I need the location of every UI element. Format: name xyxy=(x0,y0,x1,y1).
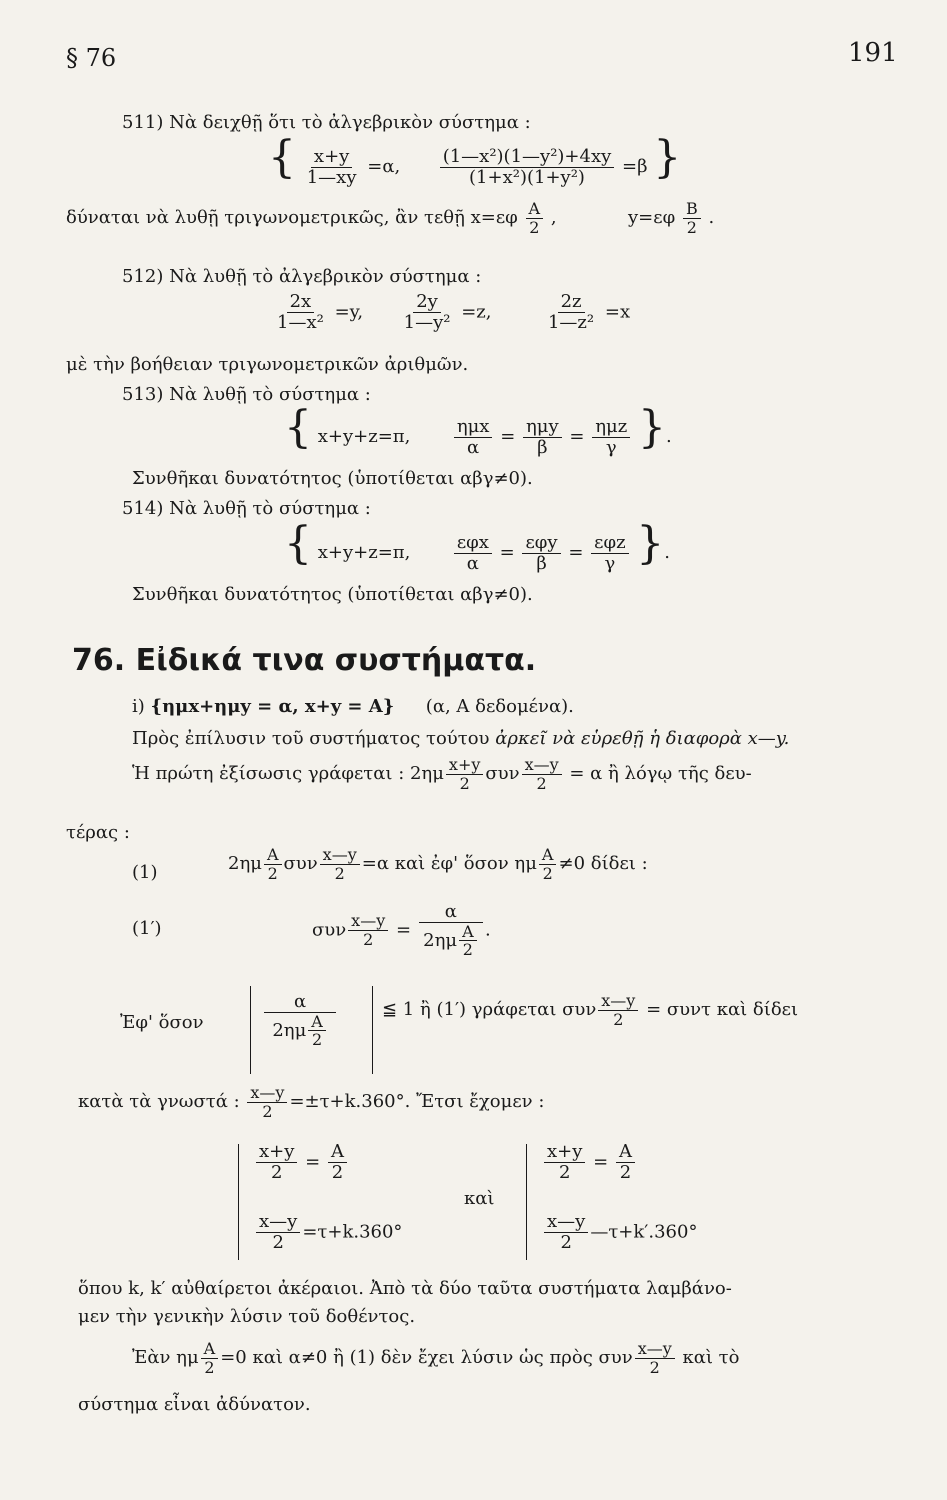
paragraph-start: Ἐφ' ὅσον xyxy=(120,1012,204,1033)
equals: = xyxy=(499,542,515,563)
right-brace: } xyxy=(653,132,682,183)
paragraph-line: σύστημα εἶναι ἀδύνατον. xyxy=(78,1394,311,1415)
text: , xyxy=(550,207,557,229)
system-2-eq-1 xyxy=(542,1142,637,1183)
text: y=εφ xyxy=(628,207,676,229)
problem-513-condition: Συνθῆκαι δυνατότητος (ὑποτίθεται αβγ≠0). xyxy=(132,468,533,489)
text: καὶ τὸ xyxy=(682,1347,740,1369)
right-brace: } xyxy=(636,518,665,569)
system-1-eq-2 xyxy=(254,1212,402,1253)
text: = α ἢ λόγῳ τῆς δευ- xyxy=(569,763,752,785)
fraction: $\frac{2x}{\text{1—x²}}$ xyxy=(277,291,324,333)
equals: = xyxy=(305,1151,321,1173)
equation-1 xyxy=(228,846,648,882)
section-number: 76. xyxy=(72,643,126,678)
fraction: $\frac{A}{2}$ xyxy=(264,846,282,882)
fraction: $\frac{\text{ημx}}{\alpha}$ xyxy=(454,417,493,458)
section-heading xyxy=(72,643,536,678)
equation-lhs: x+y+z=π, xyxy=(317,426,411,447)
equals: = xyxy=(500,426,516,447)
text: —τ+k′.360° xyxy=(590,1221,698,1243)
fraction: $\frac{x—y}{2}$ xyxy=(635,1340,675,1376)
fraction: $\frac{A}{2}$ xyxy=(328,1142,347,1183)
problem-512-line xyxy=(122,266,481,287)
equation-lhs: x+y+z=π, xyxy=(317,542,411,563)
fraction: $\frac{x+y}{1—xy}$ xyxy=(306,145,357,188)
problem-511-line xyxy=(122,112,531,133)
page-number: 191 xyxy=(848,38,898,68)
paragraph-line xyxy=(78,1084,544,1120)
fraction: $\frac{x—y}{2}$ xyxy=(247,1084,287,1120)
fraction: $\frac{\text{ημz}}{\gamma}$ xyxy=(592,417,630,458)
system-brace-left xyxy=(526,1144,527,1260)
fraction: $\frac{x—y}{2}$ xyxy=(598,992,638,1028)
problem-label: 511) xyxy=(122,112,164,133)
problem-label: 514) xyxy=(122,498,164,519)
fraction: $\frac{2z}{\text{1—z²}}$ xyxy=(547,291,595,333)
fraction: $\frac{B}{2}$ xyxy=(683,200,701,236)
fraction: $\frac{x—y}{2}$ xyxy=(256,1212,300,1253)
fraction: $\frac{x—y}{2}$ xyxy=(320,846,360,882)
system-1-eq-1 xyxy=(254,1142,349,1183)
text: ≠0 δίδει : xyxy=(558,853,648,875)
abs-bar-right xyxy=(372,986,373,1074)
equals: = xyxy=(395,919,412,941)
conjunction: καὶ xyxy=(464,1188,495,1209)
left-brace: { xyxy=(284,402,312,453)
fraction: $\frac{x+y}{2}$ xyxy=(256,1142,297,1183)
paragraph-line: μεν τὴν γενικὴν λύσιν τοῦ δοθέντος. xyxy=(78,1306,416,1327)
equation-rhs: =α, xyxy=(367,156,401,177)
problem-text: Νὰ λυθῇ τὸ ἀλγεβρικὸν σύστημα : xyxy=(169,266,482,287)
equation-rhs: =x xyxy=(604,301,631,323)
problem-text: Νὰ λυθῇ τὸ σύστημα : xyxy=(169,498,371,519)
abs-value-fraction xyxy=(262,992,338,1049)
fraction: $\frac{x—y}{2}$ xyxy=(522,756,562,792)
text: δύναται νὰ λυθῇ τριγωνομετρικῶς, ἂν τεθῇ x=εφ xyxy=(66,207,518,229)
problem-511-substitution xyxy=(66,200,714,236)
fraction: $\frac{\text{ημy}}{\beta}$ xyxy=(523,417,562,458)
system-2-eq-2 xyxy=(542,1212,697,1253)
text: Ἡ πρώτη ἐξίσωσις γράφεται : 2ημ xyxy=(132,763,444,785)
paragraph-line xyxy=(382,992,798,1028)
fraction: $\frac{A}{2}$ xyxy=(539,846,557,882)
fraction: $\frac{A}{2}$ xyxy=(526,200,544,236)
system-equation: {ημx+ημy = α, x+y = A} xyxy=(150,696,395,717)
equation-rhs: =y, xyxy=(334,301,364,323)
text: ≦ 1 ἢ (1′) γράφεται συν xyxy=(382,999,597,1021)
equals: = xyxy=(593,1151,609,1173)
equals: = xyxy=(568,542,584,563)
fraction: $\frac{A}{2}$ xyxy=(616,1142,635,1183)
problem-label: 512) xyxy=(122,266,164,287)
fraction: α 2ημ $\frac{A}{2}$ xyxy=(264,992,336,1049)
left-brace: { xyxy=(268,132,296,183)
text: =τ+k.360° xyxy=(302,1221,403,1243)
system-i xyxy=(132,696,574,717)
fraction: $\frac{x+y}{2}$ xyxy=(544,1142,585,1183)
problem-514-system: { x+y+z=π, $\frac{\text{εφx}}{\alpha}$ = $\frac{\text{εφy}}{\beta}$ = $\frac{\text{εφz}}{\gamma}$ }. xyxy=(284,518,671,574)
text: κατὰ τὰ γνωστά : xyxy=(78,1091,240,1113)
equation-label: (1′) xyxy=(132,918,162,939)
fraction: $\frac{\text{(1—x²)(1—y²)+4xy}}{\text{(1+x²)(1+y²)}}$ xyxy=(440,147,615,188)
system-brace-left xyxy=(238,1144,239,1260)
italic-text: ἀρκεῖ νὰ εὑρεθῇ ἡ διαφορὰ x—y. xyxy=(495,728,790,749)
section-marker: § 76 xyxy=(66,44,117,72)
fraction: $\frac{x—y}{2}$ xyxy=(544,1212,588,1253)
text: Πρὸς ἐπίλυσιν τοῦ συστήματος τούτου xyxy=(132,728,490,749)
problem-512-system xyxy=(272,292,630,333)
problem-text: Νὰ δειχθῇ ὅτι τὸ ἀλγεβρικὸν σύστημα : xyxy=(169,112,531,133)
text: =±τ+k.360°. Ἔτσι ἔχομεν : xyxy=(289,1091,545,1113)
text: . xyxy=(484,919,491,941)
text: = συντ καὶ δίδει xyxy=(646,999,799,1021)
equation-label: (1) xyxy=(132,862,158,883)
fraction: α 2ημ $\frac{A}{2}$ xyxy=(419,902,483,959)
problem-512-hint: μὲ τὴν βοήθειαν τριγωνομετρικῶν ἀριθμῶν. xyxy=(66,354,469,375)
problem-513-system: { x+y+z=π, $\frac{\text{ημx}}{\alpha}$ = $\frac{\text{ημy}}{\beta}$ = $\frac{\text{ημz}}{\gamma}$ }. xyxy=(284,402,672,458)
text: =0 καὶ α≠0 ἢ (1) δὲν ἔχει λύσιν ὡς πρὸς συν xyxy=(220,1347,633,1369)
text: . xyxy=(708,207,715,229)
given-note: (α, A δεδομένα). xyxy=(425,696,574,717)
paragraph-line: τέρας : xyxy=(66,822,130,843)
equation-rhs: =β xyxy=(622,156,648,177)
equation-1-prime xyxy=(312,902,491,959)
text: 2ημ xyxy=(228,853,262,875)
text: συν xyxy=(312,919,347,941)
section-title: Εἰδικά τινα συστήματα. xyxy=(135,643,537,678)
text: συν xyxy=(485,763,520,785)
fraction: $\frac{x+y}{2}$ xyxy=(446,756,483,792)
fraction: $\frac{A}{2}$ xyxy=(201,1340,219,1376)
problem-label: 513) xyxy=(122,384,164,405)
fraction: $\frac{x—y}{2}$ xyxy=(348,912,388,948)
fraction: $\frac{\text{εφz}}{\gamma}$ xyxy=(591,533,628,574)
problem-513-line xyxy=(122,384,371,405)
paragraph-line: ὅπου k, k′ αὐθαίρετοι ἀκέραιοι. Ἀπὸ τὰ δύο ταῦτα συστήματα λαμβάνο- xyxy=(78,1278,732,1299)
item-label: i) xyxy=(132,696,145,717)
right-brace: } xyxy=(637,402,666,453)
paragraph-line xyxy=(132,1340,739,1376)
problem-514-condition: Συνθῆκαι δυνατότητος (ὑποτίθεται αβγ≠0). xyxy=(132,584,533,605)
fraction: $\frac{2y}{\text{1—y²}}$ xyxy=(403,291,451,333)
abs-bar-left xyxy=(250,986,251,1074)
fraction: $\frac{\text{εφx}}{\alpha}$ xyxy=(454,533,492,574)
problem-511-system xyxy=(268,132,682,188)
paragraph-line xyxy=(132,756,752,792)
left-brace: { xyxy=(284,518,312,569)
text: Ἐὰν ημ xyxy=(132,1347,199,1369)
equation-rhs: =z, xyxy=(461,301,492,323)
fraction: $\frac{\text{εφy}}{\beta}$ xyxy=(522,533,560,574)
equals: = xyxy=(569,426,585,447)
problem-text: Νὰ λυθῇ τὸ σύστημα : xyxy=(169,384,371,405)
paragraph-line xyxy=(132,728,789,749)
text: συν xyxy=(283,853,318,875)
text: =α καὶ ἐφ' ὅσον ημ xyxy=(361,853,537,875)
problem-514-line xyxy=(122,498,371,519)
